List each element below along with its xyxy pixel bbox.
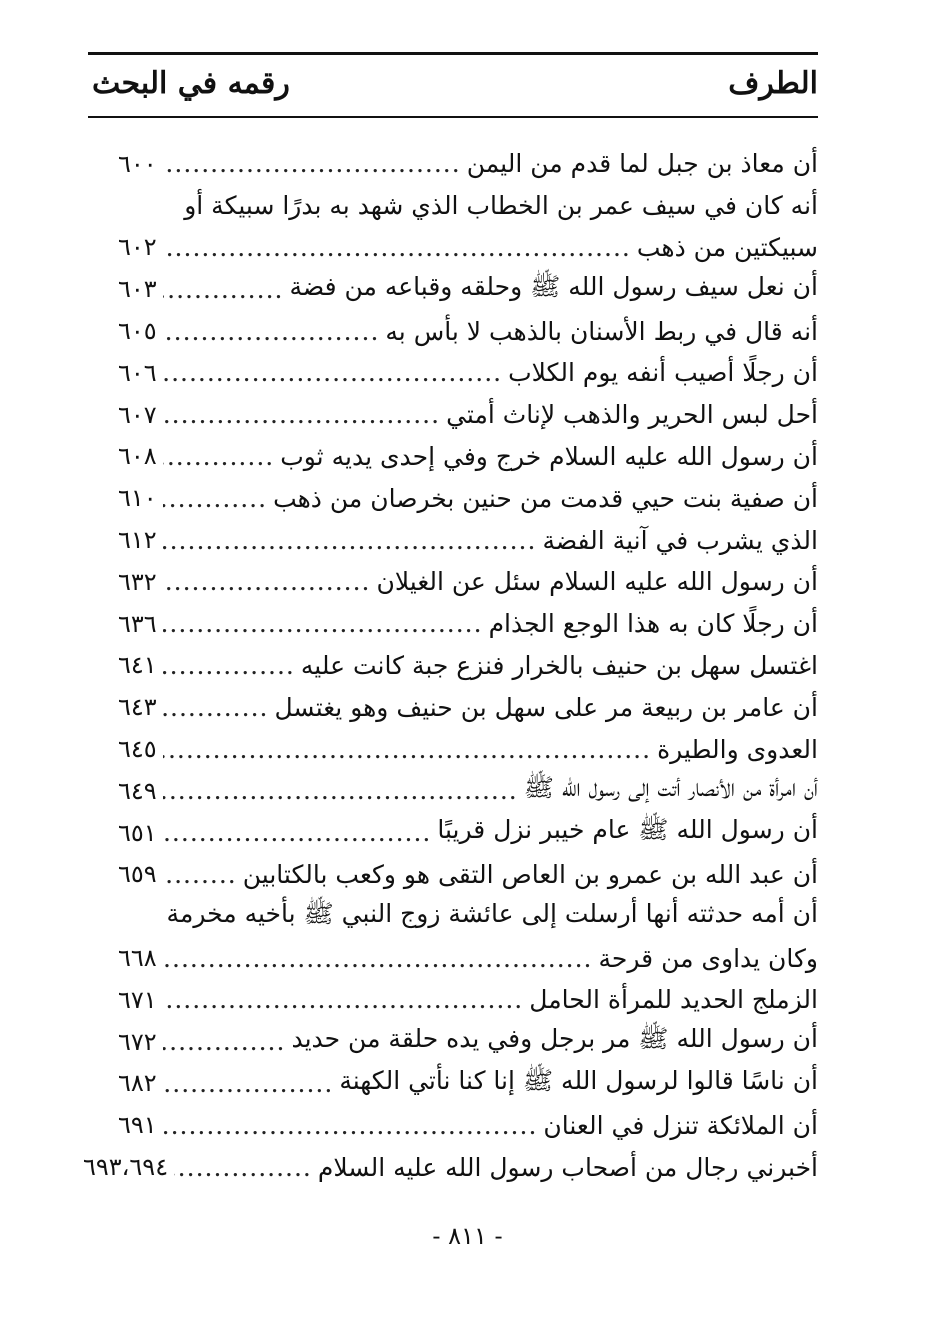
index-entry [118, 645, 818, 687]
header-rule [88, 116, 818, 118]
leader-dots [163, 567, 371, 596]
index-entry [118, 854, 818, 896]
entry-number: ٦٧١ [118, 985, 157, 1014]
entry-text: العدوى والطيرة [657, 734, 818, 764]
index-entry [118, 185, 818, 227]
index-entry [118, 770, 818, 812]
leader-dots [163, 944, 593, 973]
entry-number: ٦٣٦ [118, 609, 157, 638]
leader-dots [163, 1069, 334, 1098]
leader-dots [174, 1153, 312, 1182]
leader-dots [163, 735, 651, 764]
leader-dots [163, 484, 267, 513]
leader-dots [163, 1027, 286, 1056]
index-entry [118, 603, 818, 645]
entry-text: وكان يداوى من قرحة [598, 943, 818, 973]
entry-number: ٦٣٢ [118, 567, 157, 596]
index-entry [118, 227, 818, 269]
entry-text: أن رسول الله ﷺ عام خيبر نزل قريبًا [437, 815, 818, 845]
leader-dots [163, 609, 483, 638]
entry-text: أن نعل سيف رسول الله ﷺ وحلقه وقباعه من فضة [289, 271, 818, 301]
entry-number: ٦٤٥ [118, 735, 157, 764]
entry-text: أنه قال في ربط الأسنان بالذهب لا بأس به [385, 316, 818, 346]
index-entry [118, 937, 818, 979]
leader-dots [163, 776, 518, 805]
index-entry [83, 1146, 818, 1188]
entry-text: أن رسول الله عليه السلام خرج وفي إحدى يديه ثوب [280, 441, 818, 471]
entry-text: أن ناسًا قالوا لرسول الله ﷺ إنا كنا نأتي الكهنة [339, 1065, 818, 1095]
entry-number: ٦٠٦ [118, 358, 157, 387]
entry-text: أن عبد الله بن عمرو بن العاص التقى هو وكعب بالكتابين [242, 859, 818, 889]
entry-text: الذي يشرب في آنية الفضة [542, 525, 818, 555]
leader-dots [163, 317, 380, 346]
index-entry [118, 310, 818, 352]
index-entry [118, 477, 818, 519]
entry-number: ٦٨٢ [118, 1069, 157, 1098]
leader-dots [163, 358, 502, 387]
leader-dots [163, 275, 284, 304]
entry-text: الزملج الحديد للمرأة الحامل [529, 985, 818, 1015]
entry-number: ٦٥١ [118, 818, 157, 847]
leader-dots [163, 818, 432, 847]
entry-number: ٦٠٣ [118, 275, 157, 304]
index-entry [118, 895, 818, 937]
index-entry [118, 352, 818, 394]
entry-text: أن امرأة من الأنصار أتت إلى رسول الله ﷺ [523, 773, 818, 803]
leader-dots [163, 400, 440, 429]
entry-text: أن رسول الله ﷺ مر برجل وفي يده حلقة من حديد [291, 1024, 818, 1054]
entry-number: ٦٠٢ [118, 233, 157, 262]
entry-number: ٦٠٧ [118, 400, 157, 429]
entry-text: اغتسل سهل بن حنيف بالخرار فنزع جبة كانت عليه [300, 650, 818, 680]
entry-text: أن رجلًا كان به هذا الوجع الجذام [488, 609, 818, 639]
entry-text: أن معاذ بن جبل لما قدم من اليمن [466, 149, 818, 179]
leader-dots [163, 1111, 538, 1140]
index-entry [118, 268, 818, 310]
leader-dots [163, 526, 537, 555]
entry-text: أن عامر بن ربيعة مر على سهل بن حنيف وهو يغتسل [274, 692, 818, 722]
leader-dots [163, 693, 269, 722]
leader-dots [163, 149, 461, 178]
index-entry [118, 1063, 818, 1105]
index-entry [118, 728, 818, 770]
entry-number: ٦٤٩ [118, 776, 157, 805]
entry-text: سبيكتين من ذهب [636, 232, 818, 262]
leader-dots [163, 233, 631, 262]
index-entry [118, 519, 818, 561]
entry-number: ٦٠٠ [118, 149, 157, 178]
index-entry [118, 1021, 818, 1063]
entry-text: أن الملائكة تنزل في العنان [543, 1110, 818, 1140]
entry-text: أن أمه حدثته أنها أرسلت إلى عائشة زوج النبي ﷺ بأخيه مخرمة [166, 898, 818, 928]
index-entry [118, 436, 818, 478]
column-title-number: رقمه في البحث [92, 66, 290, 101]
entry-number: ٦٧٢ [118, 1027, 157, 1056]
entry-number: ٦٠٥ [118, 317, 157, 346]
entry-number: ٦٤١ [118, 651, 157, 680]
index-entry [118, 979, 818, 1021]
index-entry [118, 686, 818, 728]
index-entry [118, 812, 818, 854]
entry-number: ٦٦٨ [118, 944, 157, 973]
index-entry [118, 1104, 818, 1146]
entry-text: أخبرني رجال من أصحاب رسول الله عليه السلام [317, 1152, 818, 1182]
leader-dots [163, 860, 237, 889]
entry-number: ٦٠٨ [118, 442, 157, 471]
page-number: - ٨١١ - [432, 1222, 503, 1250]
entry-number: ٦٥٩ [118, 860, 157, 889]
entry-text: أن رجلًا أصيب أنفه يوم الكلاب [508, 358, 818, 388]
index-entry [118, 561, 818, 603]
entry-text: أن رسول الله عليه السلام سئل عن الغيلان [376, 567, 818, 597]
leader-dots [163, 442, 275, 471]
entry-text: أحل لبس الحرير والذهب لإناث أمتي [446, 400, 818, 430]
entry-number: ٦٩١ [118, 1111, 157, 1140]
top-rule [88, 52, 818, 55]
entry-text: أنه كان في سيف عمر بن الخطاب الذي شهد به بدرًا سبيكة أو [184, 191, 818, 221]
entry-text: أن صفية بنت حيي قدمت من حنين بخرصان من ذهب [273, 483, 818, 513]
entry-number: ٦٩٣،٦٩٤ [83, 1153, 169, 1182]
entry-number: ٦١٢ [118, 526, 157, 555]
column-title-hadith: الطرف [728, 66, 818, 101]
index-entry [118, 143, 818, 185]
entry-number: ٦١٠ [118, 484, 157, 513]
index-entries [83, 143, 818, 1188]
leader-dots [163, 985, 524, 1014]
entry-number: ٦٤٣ [118, 693, 157, 722]
leader-dots [163, 651, 295, 680]
index-entry [118, 394, 818, 436]
